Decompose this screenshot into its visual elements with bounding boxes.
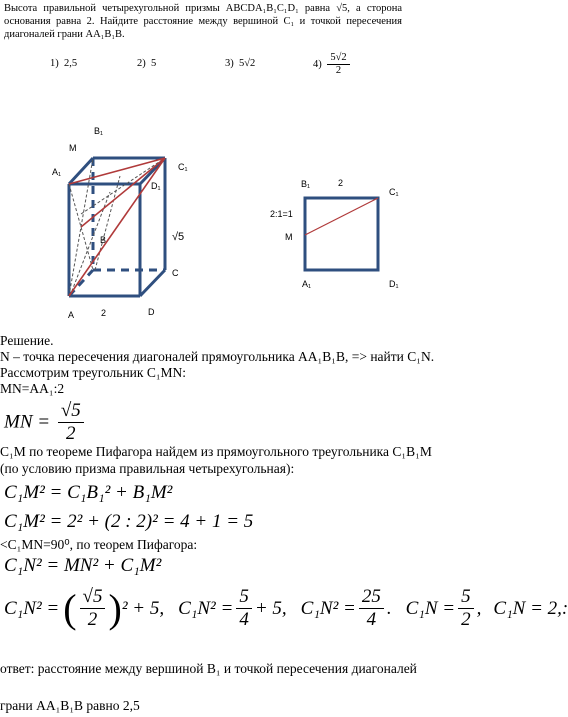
solution-line-5: (по условию призма правильная четырехугольная): — [0, 461, 295, 476]
eq4e: C₁N = 2,: — [493, 597, 568, 619]
eq4d-tail: , — [476, 597, 482, 619]
sq-label-D1: D₁ — [389, 279, 399, 289]
eq4c-fraction — [359, 586, 384, 631]
solution-line-4: C₁M по теореме Пифагора найдем из прямоугольного треугольника C₁B₁M — [0, 444, 432, 459]
label-D: D — [148, 307, 155, 317]
eq4a-denominator: 2 — [87, 609, 98, 630]
option-2-num: 2) — [137, 58, 146, 69]
eq4b-fraction — [236, 586, 252, 631]
answer-line-2: грани AA₁B₁B равно 2,5 — [0, 698, 140, 713]
eq4a-tail: ² + 5, — [121, 597, 165, 619]
solution-heading: Решение. — [0, 333, 54, 348]
solution-line-1: N – точка пересечения диагоналей прямоугольника AA₁B₁B, => найти C₁N. — [0, 349, 435, 364]
option-1-value: 2,5 — [64, 58, 78, 69]
label-height: √5 — [172, 231, 185, 243]
equation-1: C₁M² = C₁B₁² + B₁M² — [4, 482, 173, 503]
equation-3: C₁N² = MN² + C₁M² — [4, 555, 162, 576]
option-1-num: 1) — [50, 58, 59, 69]
label-A: A — [68, 310, 75, 320]
label-M: M — [69, 143, 77, 153]
label-C: C — [172, 268, 179, 278]
eq4a-fraction — [80, 586, 106, 631]
solution-line-3: MN=AA₁:2 — [0, 381, 65, 396]
mn-lhs: MN = — [4, 411, 51, 433]
eq4c-numerator: 25 — [359, 586, 384, 609]
eq4b-denominator: 4 — [239, 609, 249, 630]
label-B1: B₁ — [94, 126, 104, 136]
eq4c-denominator: 4 — [366, 609, 377, 630]
label-side: 2 — [101, 308, 107, 318]
problem-text: Высота правильной четырехугольной призмы ABCDA₁B₁C₁D₁ равна √5, а сторона основания равна 2. Найдите расстояние между вершиной C₁ и точкой пересечения диагоналей грани AA₁B₁B. — [4, 3, 402, 40]
sq-label-M: M — [285, 232, 293, 242]
square-face — [305, 198, 378, 270]
mn-equation — [4, 400, 87, 445]
eq4d-numerator: 5 — [458, 586, 474, 609]
option-4-denominator: 2 — [335, 65, 342, 77]
solution-line-2: Рассмотрим треугольник C₁MN: — [0, 365, 187, 380]
label-B: B — [100, 235, 107, 245]
option-4-numerator: 5√2 — [327, 52, 349, 65]
square-diagonal — [305, 198, 378, 235]
solution-line-6: <C₁MN=90⁰, по теорем Пифагора: — [0, 537, 198, 552]
eq4a-numerator: √5 — [80, 586, 106, 609]
label-C1: C₁ — [178, 162, 188, 172]
eq4b-lhs: C₁N² = — [178, 597, 234, 619]
option-3-num: 3) — [225, 58, 234, 69]
mn-numerator: √5 — [58, 400, 84, 423]
eq4c-tail: . — [386, 597, 392, 619]
label-A1: A₁ — [52, 167, 62, 177]
answer-line-1: ответ: расстояние между вершиной B₁ и точкой пересечения диагоналей — [0, 661, 417, 676]
equation-2: C₁M² = 2² + (2 : 2)² = 4 + 1 = 5 — [4, 511, 254, 532]
eq4b-tail: + 5, — [254, 597, 287, 619]
prism-figure — [0, 0, 541, 340]
option-4-num: 4) — [313, 59, 322, 71]
option-2-value: 5 — [151, 58, 157, 69]
equation-row-4 — [4, 585, 568, 632]
mn-denominator: 2 — [66, 422, 76, 444]
eq4b-numerator: 5 — [236, 586, 252, 609]
eq4a-lhs: C₁N² = — [4, 597, 60, 619]
sq-label-top: 2 — [338, 178, 344, 188]
paren-close: ) — [108, 586, 122, 631]
prism-diagonals — [69, 158, 165, 296]
eq4d-denominator: 2 — [461, 609, 471, 630]
sq-label-A1: A₁ — [302, 279, 312, 289]
sq-label-C1: C₁ — [389, 187, 399, 197]
label-D1: D₁ — [151, 181, 161, 191]
sq-label-B1: B₁ — [301, 179, 311, 189]
eq4d-fraction — [458, 586, 474, 631]
sq-label-ratio: 2:1=1 — [270, 209, 293, 219]
eq4d-lhs: C₁N = — [405, 597, 456, 619]
mn-fraction — [58, 400, 84, 445]
paren-open: ( — [63, 586, 77, 631]
option-3-value: 5√2 — [239, 58, 256, 69]
eq4c-lhs: C₁N² = — [300, 597, 356, 619]
